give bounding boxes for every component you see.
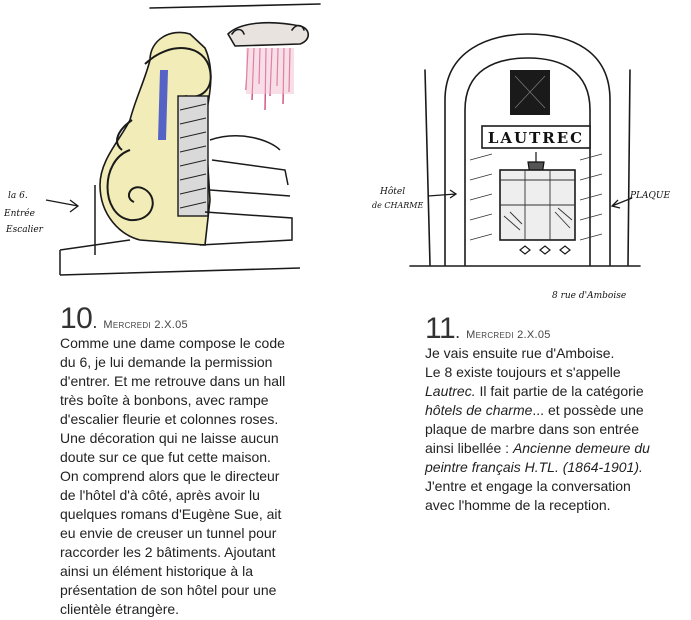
text-line: ainsi libellée : Ancienne demeure du	[425, 440, 650, 456]
text-line: de l'hôtel d'à côté, après avoir lu	[60, 487, 260, 503]
entry-11-heading	[425, 314, 687, 344]
text-line: Je vais ensuite rue d'Amboise.	[425, 345, 615, 361]
staircase-sketch	[0, 0, 330, 290]
text-line: d'escalier fleurie et colonnes roses.	[60, 411, 279, 427]
text-line: plaque de marbre dans son entrée	[425, 421, 640, 437]
hotel-name: Lautrec.	[425, 383, 476, 399]
text-line: d'entrer. Et me retrouve dans un hall	[60, 373, 286, 389]
hotel-de-charme-note-2: de CHARME	[372, 201, 424, 210]
text-line	[425, 458, 687, 477]
hotel-de-charme-note: Hôtel	[380, 187, 406, 197]
text-line: ainsi un élément historique à la	[60, 563, 254, 579]
staircase-note-l1: la 6.	[8, 191, 28, 201]
text-line: très boîte à bonbons, avec rampe	[60, 392, 269, 408]
text-line: Lautrec. Il fait partie de la catégorie	[425, 383, 644, 399]
entry-11-text	[425, 344, 687, 515]
text-line: On comprend alors que le directeur	[60, 468, 280, 484]
text-line: hôtels de charme... et possède une	[425, 402, 644, 418]
text-line: présentation de son hôtel pour une	[60, 582, 277, 598]
text-line: clientèle étrangère.	[60, 601, 180, 617]
entry-number: 11	[425, 312, 456, 345]
plaque-note: PLAQUE	[630, 191, 670, 201]
staircase-note-l2: Entrée	[4, 209, 35, 219]
entry-date: Mercredi 2.X.05	[466, 329, 551, 341]
entry-number-dot: .	[92, 312, 98, 332]
entry-10	[60, 304, 360, 619]
entry-10-heading	[60, 304, 360, 334]
text-line: J'entre et engage la conversation	[425, 478, 631, 494]
entry-11	[425, 314, 687, 515]
staircase-note-l3: Escalier	[6, 225, 43, 235]
hotel-sign: LAUTREC	[487, 129, 585, 147]
plaque-text: peintre français H.TL. (1864-1901).	[425, 459, 643, 475]
entry-10-text	[60, 334, 360, 619]
text-line: doute sur ce que fut cette maison.	[60, 449, 271, 465]
text-line: eu envie de creuser un tunnel pour	[60, 525, 277, 541]
entry-date: Mercredi 2.X.05	[103, 319, 188, 331]
text-line: raccorder les 2 bâtiments. Ajoutant	[60, 544, 276, 560]
entry-number-dot: .	[455, 322, 461, 342]
hotel-facade-sketch	[370, 30, 670, 310]
address-note: 8 rue d'Amboise	[552, 291, 627, 301]
entry-number: 10	[60, 302, 93, 335]
text-line: du 6, je lui demande la permission	[60, 354, 273, 370]
category-name: hôtels de charme	[425, 402, 533, 418]
text-line: Comme une dame compose le code	[60, 335, 285, 351]
text-line: Le 8 existe toujours et s'appelle	[425, 364, 621, 380]
text-line: Une décoration qui ne laisse aucun	[60, 430, 279, 446]
text-line: quelques romans d'Eugène Sue, ait	[60, 506, 282, 522]
text-line: avec l'homme de la reception.	[425, 497, 611, 513]
plaque-text: Ancienne demeure du	[512, 440, 650, 456]
